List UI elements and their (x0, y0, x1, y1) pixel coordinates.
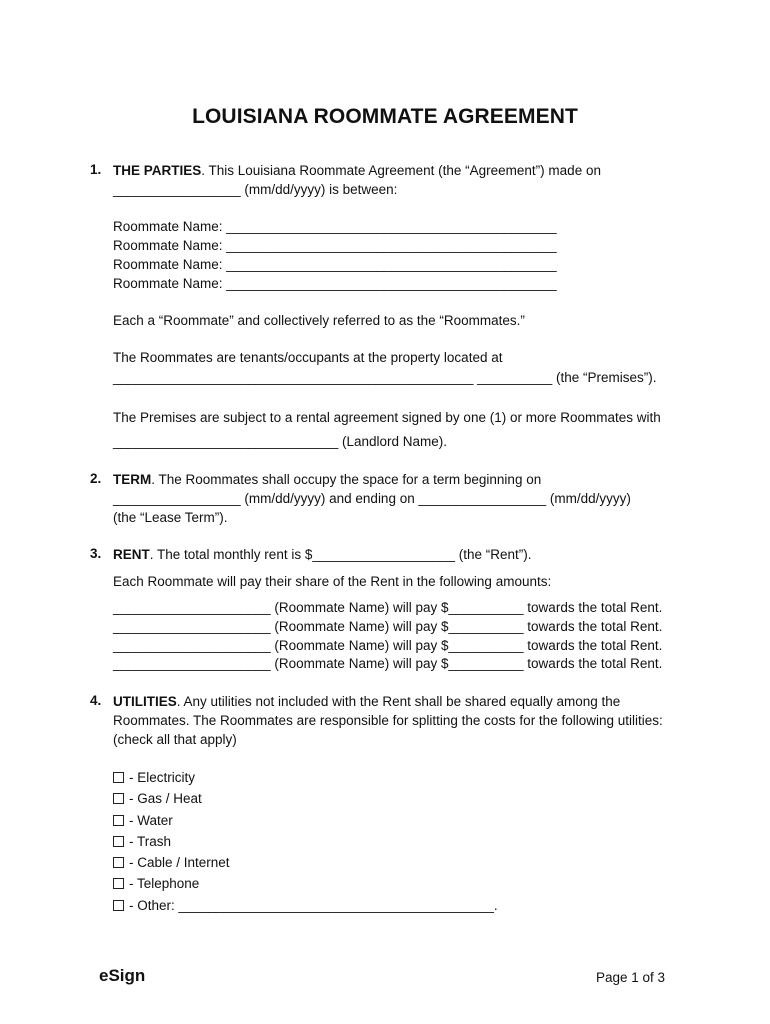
utility-option-telephone[interactable] (113, 875, 199, 893)
roommate-name-line: Roommate Name: ____________________________________________ (113, 276, 557, 291)
section-1-heading: THE PARTIES (113, 163, 202, 178)
utility-label: - Trash (129, 834, 172, 849)
section-2-line-3: (the “Lease Term”). (113, 510, 228, 525)
checkbox-icon[interactable] (113, 878, 124, 889)
section-3-line-1-text: . The total monthly rent is $___________________ (the “Rent”). (149, 547, 532, 562)
utility-option-gas-heat[interactable] (113, 790, 202, 808)
landlord-line-2: ______________________________ (Landlord Name). (113, 434, 448, 449)
rent-share-intro: Each Roommate will pay their share of the Rent in the following amounts: (113, 574, 552, 589)
utility-label: - Water (129, 813, 173, 828)
section-4-line-2: Roommates. The Roommates are responsible for splitting the costs for the following utilities: (113, 713, 663, 728)
document-title: LOUISIANA ROOMMATE AGREEMENT (192, 105, 578, 128)
utility-option-electricity[interactable] (113, 769, 195, 787)
rent-payment-line: _____________________ (Roommate Name) will pay $__________ towards the total Rent. (113, 600, 663, 615)
section-2-line-1 (113, 471, 541, 489)
section-1-number: 1. (90, 162, 102, 177)
utility-option-other[interactable] (113, 897, 498, 915)
roommate-name-line: Roommate Name: ____________________________________________ (113, 238, 557, 253)
page-number: Page 1 of 3 (595, 970, 665, 985)
checkbox-icon[interactable] (113, 793, 124, 804)
utility-label: - Telephone (129, 876, 200, 891)
utility-option-trash[interactable] (113, 833, 171, 851)
rent-payment-line: _____________________ (Roommate Name) will pay $__________ towards the total Rent. (113, 619, 663, 634)
utility-label: - Gas / Heat (129, 791, 202, 806)
checkbox-icon[interactable] (113, 857, 124, 868)
rent-payment-line: _____________________ (Roommate Name) will pay $__________ towards the total Rent. (113, 638, 663, 653)
section-1-line-1 (113, 162, 601, 180)
roommates-definition: Each a “Roommate” and collectively referred to as the “Roommates.” (113, 313, 525, 328)
section-4-heading: UTILITIES (113, 694, 177, 709)
section-3-heading: RENT (113, 547, 150, 562)
section-2-number: 2. (90, 471, 102, 486)
section-3-number: 3. (90, 546, 102, 561)
section-2-line-2: _________________ (mm/dd/yyyy) and ending on _________________ (mm/dd/yyyy) (113, 491, 631, 506)
esign-logo: eSign (99, 966, 146, 985)
checkbox-icon[interactable] (113, 900, 124, 911)
roommate-name-line: Roommate Name: ____________________________________________ (113, 219, 557, 234)
section-2-heading: TERM (113, 472, 152, 487)
section-4-number: 4. (90, 693, 102, 708)
checkbox-icon[interactable] (113, 836, 124, 847)
section-3-line-1 (113, 546, 532, 564)
section-2-line-1-text: . The Roommates shall occupy the space for a term beginning on (151, 472, 542, 487)
landlord-line-1: The Premises are subject to a rental agreement signed by one (1) or more Roommates with (113, 410, 661, 425)
premises-line-1: The Roommates are tenants/occupants at the property located at (113, 350, 503, 365)
section-4-line-3: (check all that apply) (113, 732, 237, 747)
section-1-date-line: _________________ (mm/dd/yyyy) is between: (113, 182, 398, 197)
section-1-line-1-text: . This Louisiana Roommate Agreement (the “Agreement”) made on (201, 163, 601, 178)
checkbox-icon[interactable] (113, 772, 124, 783)
checkbox-icon[interactable] (113, 815, 124, 826)
section-4-line-1-text: . Any utilities not included with the Rent shall be shared equally among the (176, 694, 621, 709)
premises-line-2: ________________________________________________ __________ (the “Premises”). (113, 370, 657, 385)
utility-option-cable-internet[interactable] (113, 854, 230, 872)
utility-label: - Electricity (129, 770, 196, 785)
roommate-name-line: Roommate Name: ____________________________________________ (113, 257, 557, 272)
utility-option-water[interactable] (113, 812, 173, 830)
utility-label: - Cable / Internet (129, 855, 230, 870)
section-4-line-1 (113, 693, 620, 711)
utility-label: - Other: __________________________________________. (129, 898, 498, 913)
rent-payment-line: _____________________ (Roommate Name) will pay $__________ towards the total Rent. (113, 656, 663, 671)
